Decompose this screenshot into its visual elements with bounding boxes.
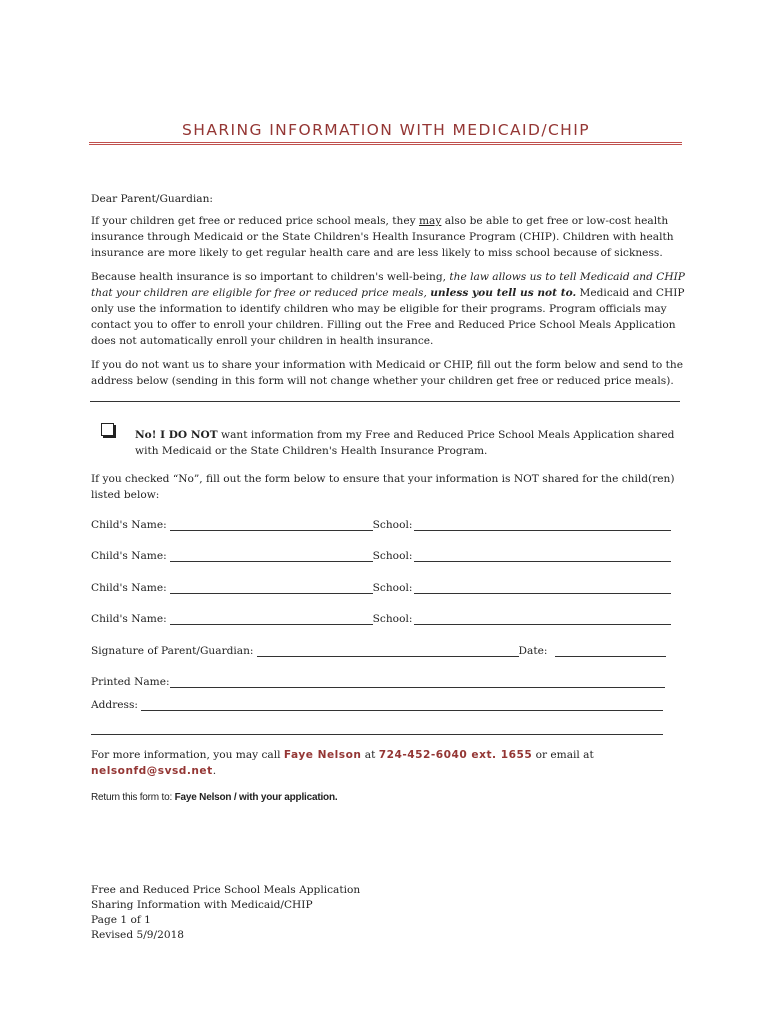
date-field[interactable] xyxy=(555,645,666,657)
child-name-field-2[interactable] xyxy=(170,550,373,562)
footer-line-4: Revised 5/9/2018 xyxy=(91,929,185,941)
child-name-field-1[interactable] xyxy=(170,519,373,531)
child-row-3 xyxy=(91,582,671,594)
footer-line-3: Page 1 of 1 xyxy=(91,914,151,926)
school-label: School: xyxy=(372,550,413,562)
may-underlined: may xyxy=(419,215,442,227)
contact-email[interactable]: nelsonfd@svsd.net xyxy=(91,765,213,777)
child-name-label: Child's Name: xyxy=(91,582,167,594)
child-name-field-3[interactable] xyxy=(170,582,373,594)
child-name-label: Child's Name: xyxy=(91,613,167,625)
child-name-label: Child's Name: xyxy=(91,550,167,562)
page-title: SHARING INFORMATION WITH MEDICAID/CHIP xyxy=(182,121,590,139)
signature-field[interactable] xyxy=(257,645,519,657)
form-instructions: If you checked “No”, fill out the form below to ensure that your information is NOT shared for the child(ren) listed below: xyxy=(91,473,675,501)
opt-out-checkbox[interactable] xyxy=(101,423,114,436)
child-row-4 xyxy=(91,613,671,625)
paragraph-eligibility-text-cont: also be able to get free or low-cost health insurance through Medicaid or the State Children's Health Insurance Program (CHIP). Children with health insurance are more likely to get regular health care and are less likely to miss school because of sickness. xyxy=(91,215,674,259)
document-footer xyxy=(91,883,360,943)
law-statement: the law allows us to tell Medicaid and CHIP that your children are eligible for free or reduced price meals, xyxy=(91,271,685,299)
paragraph-sharing-text: Because health insurance is so important to children's well-being, xyxy=(91,271,450,283)
paragraph-opt-out: If you do not want us to share your information with Medicaid or CHIP, fill out the form below and send to the address below (sending in this form will not change whether your children get free or reduced price meals). xyxy=(91,359,684,387)
school-label: School: xyxy=(372,582,413,594)
address-row xyxy=(91,699,663,711)
printed-name-field[interactable] xyxy=(170,676,665,688)
contact-text-at: at xyxy=(361,749,379,761)
return-instructions xyxy=(91,792,337,803)
printed-name-label: Printed Name: xyxy=(91,676,170,688)
child-row-1 xyxy=(91,519,671,531)
address-field-line-2[interactable] xyxy=(91,734,663,735)
school-label: School: xyxy=(372,519,413,531)
child-name-field-4[interactable] xyxy=(170,613,373,625)
return-label: Return this form to: xyxy=(91,792,175,803)
greeting: Dear Parent/Guardian: xyxy=(91,193,214,205)
paragraph-sharing-text-cont: Medicaid and CHIP only use the information to identify children who may be eligible for their programs. Program officials may contact you to offer to enroll your children. Filling out the Free and Reduced Price School Meals Application does not automatically enroll your children in health insurance. xyxy=(91,287,685,347)
school-field-4[interactable] xyxy=(414,613,671,625)
contact-period: . xyxy=(212,765,217,777)
date-label: Date: xyxy=(518,645,548,657)
contact-phone[interactable]: 724-452-6040 ext. 1655 xyxy=(378,749,533,761)
contact-text-email: or email at xyxy=(532,749,594,761)
paragraph-eligibility-text: If your children get free or reduced price school meals, they xyxy=(91,215,419,227)
printed-name-row xyxy=(91,676,665,688)
opt-out-bold: No! I DO NOT xyxy=(135,429,218,441)
footer-line-2: Sharing Information with Medicaid/CHIP xyxy=(91,899,313,911)
opt-out-text: want information from my Free and Reduced Price School Meals Application shared with Medicaid or the State Children's Health Insurance Program. xyxy=(135,429,675,457)
paragraph-sharing xyxy=(91,269,685,349)
return-value: Faye Nelson / with your application. xyxy=(174,792,338,803)
school-field-1[interactable] xyxy=(414,519,671,531)
child-name-label: Child's Name: xyxy=(91,519,167,531)
opt-out-statement xyxy=(135,427,680,459)
school-field-2[interactable] xyxy=(414,550,671,562)
school-field-3[interactable] xyxy=(414,582,671,594)
footer-line-1: Free and Reduced Price School Meals Application xyxy=(91,884,361,896)
child-row-2 xyxy=(91,550,671,562)
signature-label: Signature of Parent/Guardian: xyxy=(91,645,254,657)
school-label: School: xyxy=(372,613,413,625)
address-field[interactable] xyxy=(141,699,663,711)
unless-statement: unless you tell us not to. xyxy=(430,287,577,299)
paragraph-eligibility xyxy=(91,213,685,261)
contact-name: Faye Nelson xyxy=(283,749,362,761)
contact-info xyxy=(91,747,685,779)
title-rule xyxy=(89,142,682,145)
contact-text: For more information, you may call xyxy=(91,749,284,761)
signature-row xyxy=(91,645,666,657)
address-label: Address: xyxy=(91,699,138,711)
section-divider xyxy=(90,401,680,402)
